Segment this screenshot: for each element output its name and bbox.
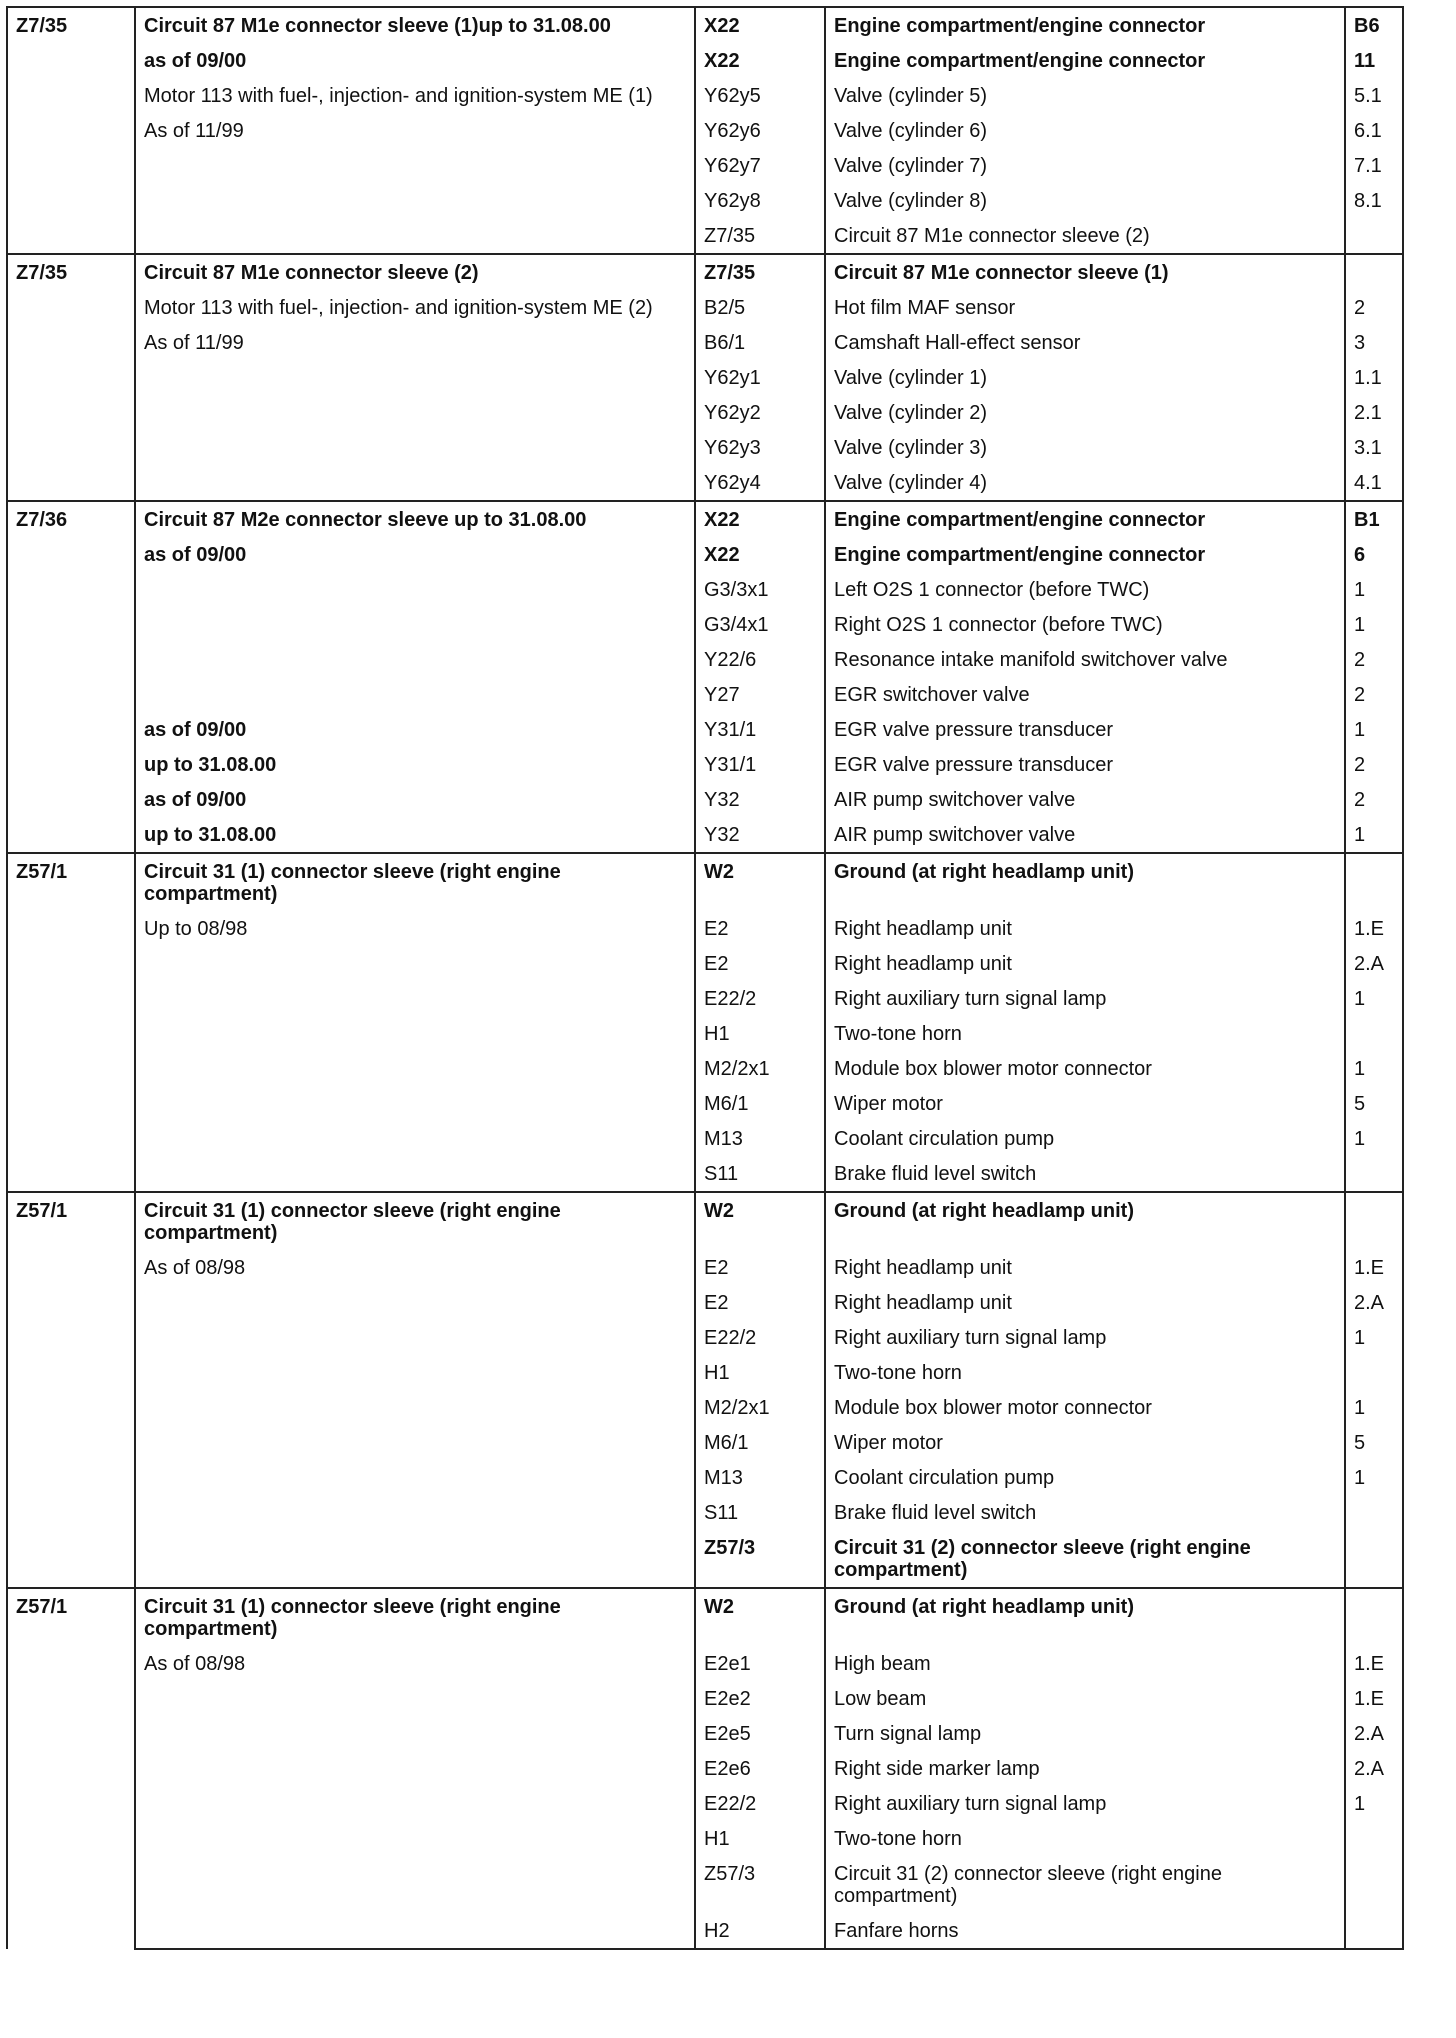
table-row — [7, 430, 1403, 465]
table-row — [7, 1086, 1403, 1121]
component-description: Valve (cylinder 3) — [825, 430, 1345, 465]
component-description: Right headlamp unit — [825, 946, 1345, 981]
connector-group — [7, 853, 1403, 1192]
pin-number: 6.1 — [1345, 113, 1403, 148]
component-description: AIR pump switchover valve — [825, 782, 1345, 817]
component-code: Z57/3 — [695, 1856, 825, 1913]
component-description: Right auxiliary turn signal lamp — [825, 1786, 1345, 1821]
pin-number: 8.1 — [1345, 183, 1403, 218]
pin-number: 2 — [1345, 747, 1403, 782]
sleeve-description — [135, 1913, 695, 1949]
table-row — [7, 1390, 1403, 1425]
component-description: Circuit 31 (2) connector sleeve (right engine compartment) — [825, 1530, 1345, 1588]
pin-number: 2.A — [1345, 1285, 1403, 1320]
sleeve-code: Z57/1 — [7, 853, 135, 1192]
table-row — [7, 817, 1403, 853]
sleeve-description — [135, 148, 695, 183]
component-code: Y62y2 — [695, 395, 825, 430]
component-description: Right headlamp unit — [825, 911, 1345, 946]
table-row — [7, 677, 1403, 712]
component-code: Y31/1 — [695, 712, 825, 747]
pin-number: 1 — [1345, 1051, 1403, 1086]
component-code: X22 — [695, 501, 825, 537]
table-row — [7, 218, 1403, 254]
sleeve-description — [135, 572, 695, 607]
component-description: Fanfare horns — [825, 1913, 1345, 1949]
pin-number: 2 — [1345, 642, 1403, 677]
component-code: Y62y3 — [695, 430, 825, 465]
component-description: High beam — [825, 1646, 1345, 1681]
component-code: Z57/3 — [695, 1530, 825, 1588]
component-description: Two-tone horn — [825, 1821, 1345, 1856]
sleeve-description — [135, 1856, 695, 1913]
table-row — [7, 1016, 1403, 1051]
sleeve-description — [135, 1716, 695, 1751]
sleeve-description: Circuit 87 M1e connector sleeve (2) — [135, 254, 695, 290]
component-code: Y22/6 — [695, 642, 825, 677]
component-code: M13 — [695, 1460, 825, 1495]
pin-number — [1345, 1156, 1403, 1192]
table-row — [7, 642, 1403, 677]
table-row — [7, 1192, 1403, 1250]
pin-number: 11 — [1345, 43, 1403, 78]
sleeve-description: up to 31.08.00 — [135, 817, 695, 853]
connector-group — [7, 501, 1403, 853]
component-description: Ground (at right headlamp unit) — [825, 1192, 1345, 1250]
pin-number: 5.1 — [1345, 78, 1403, 113]
pin-number — [1345, 1913, 1403, 1949]
pin-number: 1 — [1345, 712, 1403, 747]
sleeve-description — [135, 465, 695, 501]
table-row — [7, 1588, 1403, 1646]
table-row — [7, 1320, 1403, 1355]
component-description: Valve (cylinder 7) — [825, 148, 1345, 183]
pin-number: 2 — [1345, 677, 1403, 712]
pin-number: 2.A — [1345, 946, 1403, 981]
connector-group — [7, 1588, 1403, 1949]
sleeve-description — [135, 1121, 695, 1156]
component-code: E2 — [695, 911, 825, 946]
pin-number — [1345, 1588, 1403, 1646]
component-description: Right auxiliary turn signal lamp — [825, 981, 1345, 1016]
sleeve-code: Z7/35 — [7, 254, 135, 501]
sleeve-description — [135, 1460, 695, 1495]
component-description: Engine compartment/engine connector — [825, 7, 1345, 43]
sleeve-description — [135, 1051, 695, 1086]
pin-number: 2 — [1345, 290, 1403, 325]
table-row — [7, 853, 1403, 911]
component-code: E22/2 — [695, 981, 825, 1016]
component-description: Wiper motor — [825, 1425, 1345, 1460]
component-code: W2 — [695, 1588, 825, 1646]
component-description: Wiper motor — [825, 1086, 1345, 1121]
pin-number: 3.1 — [1345, 430, 1403, 465]
component-description: EGR valve pressure transducer — [825, 712, 1345, 747]
table-row — [7, 360, 1403, 395]
table-row — [7, 1156, 1403, 1192]
sleeve-description: as of 09/00 — [135, 782, 695, 817]
pin-number — [1345, 1016, 1403, 1051]
pin-number: 6 — [1345, 537, 1403, 572]
component-code: Z7/35 — [695, 254, 825, 290]
component-description: Camshaft Hall-effect sensor — [825, 325, 1345, 360]
sleeve-description — [135, 1495, 695, 1530]
connector-group — [7, 1192, 1403, 1588]
sleeve-description — [135, 1355, 695, 1390]
sleeve-description — [135, 1425, 695, 1460]
component-code: E22/2 — [695, 1320, 825, 1355]
table-row — [7, 78, 1403, 113]
table-row — [7, 1121, 1403, 1156]
table-row — [7, 572, 1403, 607]
component-description: Ground (at right headlamp unit) — [825, 853, 1345, 911]
table-row — [7, 1460, 1403, 1495]
sleeve-description: as of 09/00 — [135, 712, 695, 747]
sleeve-code: Z7/36 — [7, 501, 135, 853]
component-description: Right side marker lamp — [825, 1751, 1345, 1786]
sleeve-description: as of 09/00 — [135, 43, 695, 78]
sleeve-description — [135, 1016, 695, 1051]
component-description: Engine compartment/engine connector — [825, 501, 1345, 537]
table-row — [7, 1856, 1403, 1913]
component-code: Y31/1 — [695, 747, 825, 782]
pin-number — [1345, 254, 1403, 290]
sleeve-description — [135, 1821, 695, 1856]
component-code: H1 — [695, 1355, 825, 1390]
table-row — [7, 254, 1403, 290]
table-row — [7, 1646, 1403, 1681]
sleeve-description — [135, 1681, 695, 1716]
table-row — [7, 782, 1403, 817]
component-description: Coolant circulation pump — [825, 1460, 1345, 1495]
component-code: B2/5 — [695, 290, 825, 325]
connector-sleeve-document — [6, 6, 1404, 1950]
component-code: M2/2x1 — [695, 1051, 825, 1086]
component-code: H1 — [695, 1016, 825, 1051]
component-code: Y62y1 — [695, 360, 825, 395]
component-code: Y62y6 — [695, 113, 825, 148]
table-row — [7, 1051, 1403, 1086]
component-description: Brake fluid level switch — [825, 1495, 1345, 1530]
table-row — [7, 1821, 1403, 1856]
table-row — [7, 1250, 1403, 1285]
component-description: Right O2S 1 connector (before TWC) — [825, 607, 1345, 642]
table-row — [7, 43, 1403, 78]
pin-number — [1345, 853, 1403, 911]
component-description: Valve (cylinder 2) — [825, 395, 1345, 430]
component-code: H2 — [695, 1913, 825, 1949]
sleeve-description: Circuit 87 M1e connector sleeve (1)up to 31.08.00 — [135, 7, 695, 43]
table-row — [7, 607, 1403, 642]
pin-number: 1 — [1345, 1320, 1403, 1355]
component-description: EGR switchover valve — [825, 677, 1345, 712]
component-code: E22/2 — [695, 1786, 825, 1821]
component-code: Y32 — [695, 782, 825, 817]
pin-number: 2.1 — [1345, 395, 1403, 430]
sleeve-code: Z7/35 — [7, 7, 135, 254]
component-description: Right auxiliary turn signal lamp — [825, 1320, 1345, 1355]
pin-number: 1.E — [1345, 1646, 1403, 1681]
component-code: X22 — [695, 43, 825, 78]
table-row — [7, 501, 1403, 537]
pin-number: 5 — [1345, 1086, 1403, 1121]
component-code: M6/1 — [695, 1086, 825, 1121]
component-code: E2e5 — [695, 1716, 825, 1751]
table-row — [7, 183, 1403, 218]
sleeve-description — [135, 1390, 695, 1425]
component-description: Coolant circulation pump — [825, 1121, 1345, 1156]
connector-table — [6, 6, 1404, 1950]
sleeve-description: Circuit 31 (1) connector sleeve (right engine compartment) — [135, 853, 695, 911]
pin-number: 1 — [1345, 1786, 1403, 1821]
pin-number: 1 — [1345, 1390, 1403, 1425]
component-description: Valve (cylinder 4) — [825, 465, 1345, 501]
connector-group — [7, 7, 1403, 254]
table-row — [7, 981, 1403, 1016]
component-description: Valve (cylinder 1) — [825, 360, 1345, 395]
component-description: AIR pump switchover valve — [825, 817, 1345, 853]
component-description: Brake fluid level switch — [825, 1156, 1345, 1192]
table-row — [7, 1425, 1403, 1460]
table-row — [7, 1751, 1403, 1786]
sleeve-description — [135, 360, 695, 395]
table-row — [7, 1681, 1403, 1716]
pin-number: 1.E — [1345, 1250, 1403, 1285]
component-description: Circuit 31 (2) connector sleeve (right engine compartment) — [825, 1856, 1345, 1913]
sleeve-description: As of 11/99 — [135, 113, 695, 148]
component-description: Left O2S 1 connector (before TWC) — [825, 572, 1345, 607]
table-row — [7, 1355, 1403, 1390]
component-description: Resonance intake manifold switchover valve — [825, 642, 1345, 677]
component-code: H1 — [695, 1821, 825, 1856]
sleeve-description: As of 11/99 — [135, 325, 695, 360]
component-code: G3/4x1 — [695, 607, 825, 642]
component-description: EGR valve pressure transducer — [825, 747, 1345, 782]
component-code: Y62y5 — [695, 78, 825, 113]
sleeve-description — [135, 395, 695, 430]
component-code: E2 — [695, 1250, 825, 1285]
table-row — [7, 537, 1403, 572]
component-description: Engine compartment/engine connector — [825, 537, 1345, 572]
sleeve-description — [135, 946, 695, 981]
component-code: X22 — [695, 537, 825, 572]
component-description: Right headlamp unit — [825, 1285, 1345, 1320]
sleeve-code: Z57/1 — [7, 1588, 135, 1949]
connector-group — [7, 254, 1403, 501]
pin-number: 1 — [1345, 1460, 1403, 1495]
pin-number: 1 — [1345, 572, 1403, 607]
sleeve-description: up to 31.08.00 — [135, 747, 695, 782]
pin-number: 5 — [1345, 1425, 1403, 1460]
table-row — [7, 113, 1403, 148]
component-code: Z7/35 — [695, 218, 825, 254]
component-code: E2 — [695, 946, 825, 981]
component-code: S11 — [695, 1156, 825, 1192]
sleeve-description — [135, 183, 695, 218]
component-code: B6/1 — [695, 325, 825, 360]
component-description: Turn signal lamp — [825, 1716, 1345, 1751]
sleeve-description — [135, 1086, 695, 1121]
sleeve-description — [135, 981, 695, 1016]
table-row — [7, 747, 1403, 782]
sleeve-description: Circuit 31 (1) connector sleeve (right engine compartment) — [135, 1588, 695, 1646]
table-row — [7, 1530, 1403, 1588]
pin-number: 2 — [1345, 782, 1403, 817]
pin-number — [1345, 1530, 1403, 1588]
table-row — [7, 148, 1403, 183]
component-code: M6/1 — [695, 1425, 825, 1460]
component-code: M2/2x1 — [695, 1390, 825, 1425]
component-code: W2 — [695, 853, 825, 911]
table-row — [7, 1495, 1403, 1530]
sleeve-description — [135, 1156, 695, 1192]
pin-number: 1.E — [1345, 911, 1403, 946]
pin-number: 1 — [1345, 981, 1403, 1016]
table-row — [7, 395, 1403, 430]
pin-number: 2.A — [1345, 1716, 1403, 1751]
component-description: Valve (cylinder 5) — [825, 78, 1345, 113]
component-code: E2 — [695, 1285, 825, 1320]
component-code: G3/3x1 — [695, 572, 825, 607]
table-row — [7, 290, 1403, 325]
pin-number — [1345, 1821, 1403, 1856]
table-row — [7, 1285, 1403, 1320]
component-description: Low beam — [825, 1681, 1345, 1716]
sleeve-description — [135, 607, 695, 642]
component-description: Hot film MAF sensor — [825, 290, 1345, 325]
component-code: Y62y4 — [695, 465, 825, 501]
component-description: Circuit 87 M1e connector sleeve (2) — [825, 218, 1345, 254]
sleeve-description — [135, 1285, 695, 1320]
table-row — [7, 712, 1403, 747]
pin-number — [1345, 1495, 1403, 1530]
sleeve-description: Circuit 87 M2e connector sleeve up to 31.08.00 — [135, 501, 695, 537]
sleeve-description: as of 09/00 — [135, 537, 695, 572]
sleeve-description — [135, 430, 695, 465]
table-row — [7, 1913, 1403, 1949]
component-code: S11 — [695, 1495, 825, 1530]
table-row — [7, 1786, 1403, 1821]
table-row — [7, 1716, 1403, 1751]
sleeve-description: As of 08/98 — [135, 1646, 695, 1681]
sleeve-description: As of 08/98 — [135, 1250, 695, 1285]
sleeve-description — [135, 1786, 695, 1821]
pin-number — [1345, 218, 1403, 254]
sleeve-description — [135, 677, 695, 712]
pin-number: 1 — [1345, 817, 1403, 853]
table-row — [7, 465, 1403, 501]
component-code: E2e1 — [695, 1646, 825, 1681]
component-code: Y62y7 — [695, 148, 825, 183]
sleeve-code: Z57/1 — [7, 1192, 135, 1588]
component-code: E2e2 — [695, 1681, 825, 1716]
pin-number: 1 — [1345, 607, 1403, 642]
sleeve-description — [135, 1530, 695, 1588]
component-description: Engine compartment/engine connector — [825, 43, 1345, 78]
pin-number: 7.1 — [1345, 148, 1403, 183]
sleeve-description — [135, 1320, 695, 1355]
sleeve-description: Up to 08/98 — [135, 911, 695, 946]
pin-number: 4.1 — [1345, 465, 1403, 501]
component-code: Y62y8 — [695, 183, 825, 218]
pin-number: 3 — [1345, 325, 1403, 360]
component-code: Y32 — [695, 817, 825, 853]
pin-number — [1345, 1355, 1403, 1390]
table-row — [7, 7, 1403, 43]
sleeve-description: Motor 113 with fuel-, injection- and ignition-system ME (2) — [135, 290, 695, 325]
pin-number: 2.A — [1345, 1751, 1403, 1786]
pin-number: B1 — [1345, 501, 1403, 537]
component-description: Right headlamp unit — [825, 1250, 1345, 1285]
pin-number — [1345, 1192, 1403, 1250]
component-code: Y27 — [695, 677, 825, 712]
pin-number: B6 — [1345, 7, 1403, 43]
component-code: W2 — [695, 1192, 825, 1250]
component-description: Module box blower motor connector — [825, 1390, 1345, 1425]
component-description: Two-tone horn — [825, 1016, 1345, 1051]
component-description: Module box blower motor connector — [825, 1051, 1345, 1086]
sleeve-description — [135, 642, 695, 677]
sleeve-description — [135, 218, 695, 254]
table-row — [7, 911, 1403, 946]
pin-number — [1345, 1856, 1403, 1913]
sleeve-description — [135, 1751, 695, 1786]
component-code: X22 — [695, 7, 825, 43]
table-row — [7, 946, 1403, 981]
pin-number: 1 — [1345, 1121, 1403, 1156]
component-code: E2e6 — [695, 1751, 825, 1786]
pin-number: 1.E — [1345, 1681, 1403, 1716]
component-description: Valve (cylinder 6) — [825, 113, 1345, 148]
component-description: Two-tone horn — [825, 1355, 1345, 1390]
sleeve-description: Motor 113 with fuel-, injection- and ignition-system ME (1) — [135, 78, 695, 113]
component-description: Valve (cylinder 8) — [825, 183, 1345, 218]
sleeve-description: Circuit 31 (1) connector sleeve (right engine compartment) — [135, 1192, 695, 1250]
table-row — [7, 325, 1403, 360]
component-description: Ground (at right headlamp unit) — [825, 1588, 1345, 1646]
component-description: Circuit 87 M1e connector sleeve (1) — [825, 254, 1345, 290]
pin-number: 1.1 — [1345, 360, 1403, 395]
component-code: M13 — [695, 1121, 825, 1156]
